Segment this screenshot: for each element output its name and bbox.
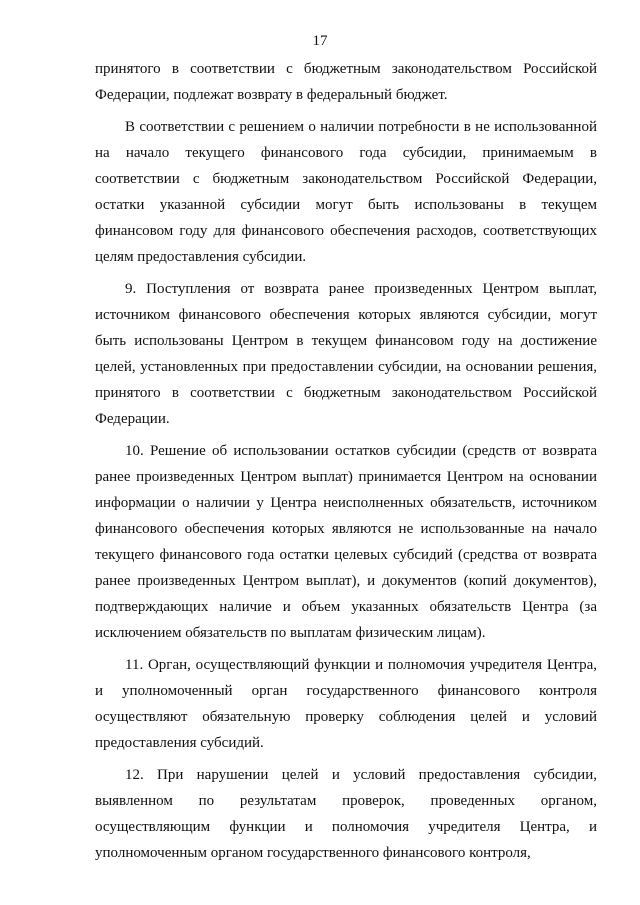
paragraph-item-12: 12. При нарушении целей и условий предоставления субсидии, выявленном по результатам проверок, проведенных органом, осуществляющим функции и полномочия учредителя Центра, и уполномоченным органом государственного финансового контроля,: [95, 767, 597, 861]
paragraph-item-9: 9. Поступления от возврата ранее произведенных Центром выплат, источником финансового обеспечения которых являются субсидии, могут быть использованы Центром в текущем финансовом году на достижение целей, установленных при предоставлении субсидии, на основании решения, принятого в соответствии с бюджетным законодательством Российской Федерации.: [95, 281, 597, 427]
page-number: 17: [312, 33, 328, 49]
paragraph-item-11: 11. Орган, осуществляющий функции и полномочия учредителя Центра, и уполномоченный орган государственного финансового контроля осуществляют обязательную проверку соблюдения целей и условий предоставления субсидий.: [95, 657, 597, 751]
paragraph-continued: принятого в соответствии с бюджетным законодательством Российской Федерации, подлежат возврату в федеральный бюджет.: [95, 61, 597, 103]
paragraph-remaining-subsidy: В соответствии с решением о наличии потребности в не использованной на начало текущего финансового года субсидии, принимаемым в соответствии с бюджетным законодательством Российской Федерации, остатки указанной субсидии могут быть использованы в текущем финансовом году для финансового обеспечения расходов, соответствующих целям предоставления субсидии.: [95, 119, 597, 265]
paragraph-item-10: 10. Решение об использовании остатков субсидии (средств от возврата ранее произведенных Центром выплат) принимается Центром на основании информации о наличии у Центра неисполненных обязательств, источником финансового обеспечения которых являются не использованные на начало текущего финансового года остатки целевых субсидий (средства от возврата ранее произведенных Центром выплат), и документов (копий документов), подтверждающих наличие и объем указанных обязательств Центра (за исключением обязательств по выплатам физическим лицам).: [95, 443, 597, 641]
document-body: [95, 56, 597, 866]
